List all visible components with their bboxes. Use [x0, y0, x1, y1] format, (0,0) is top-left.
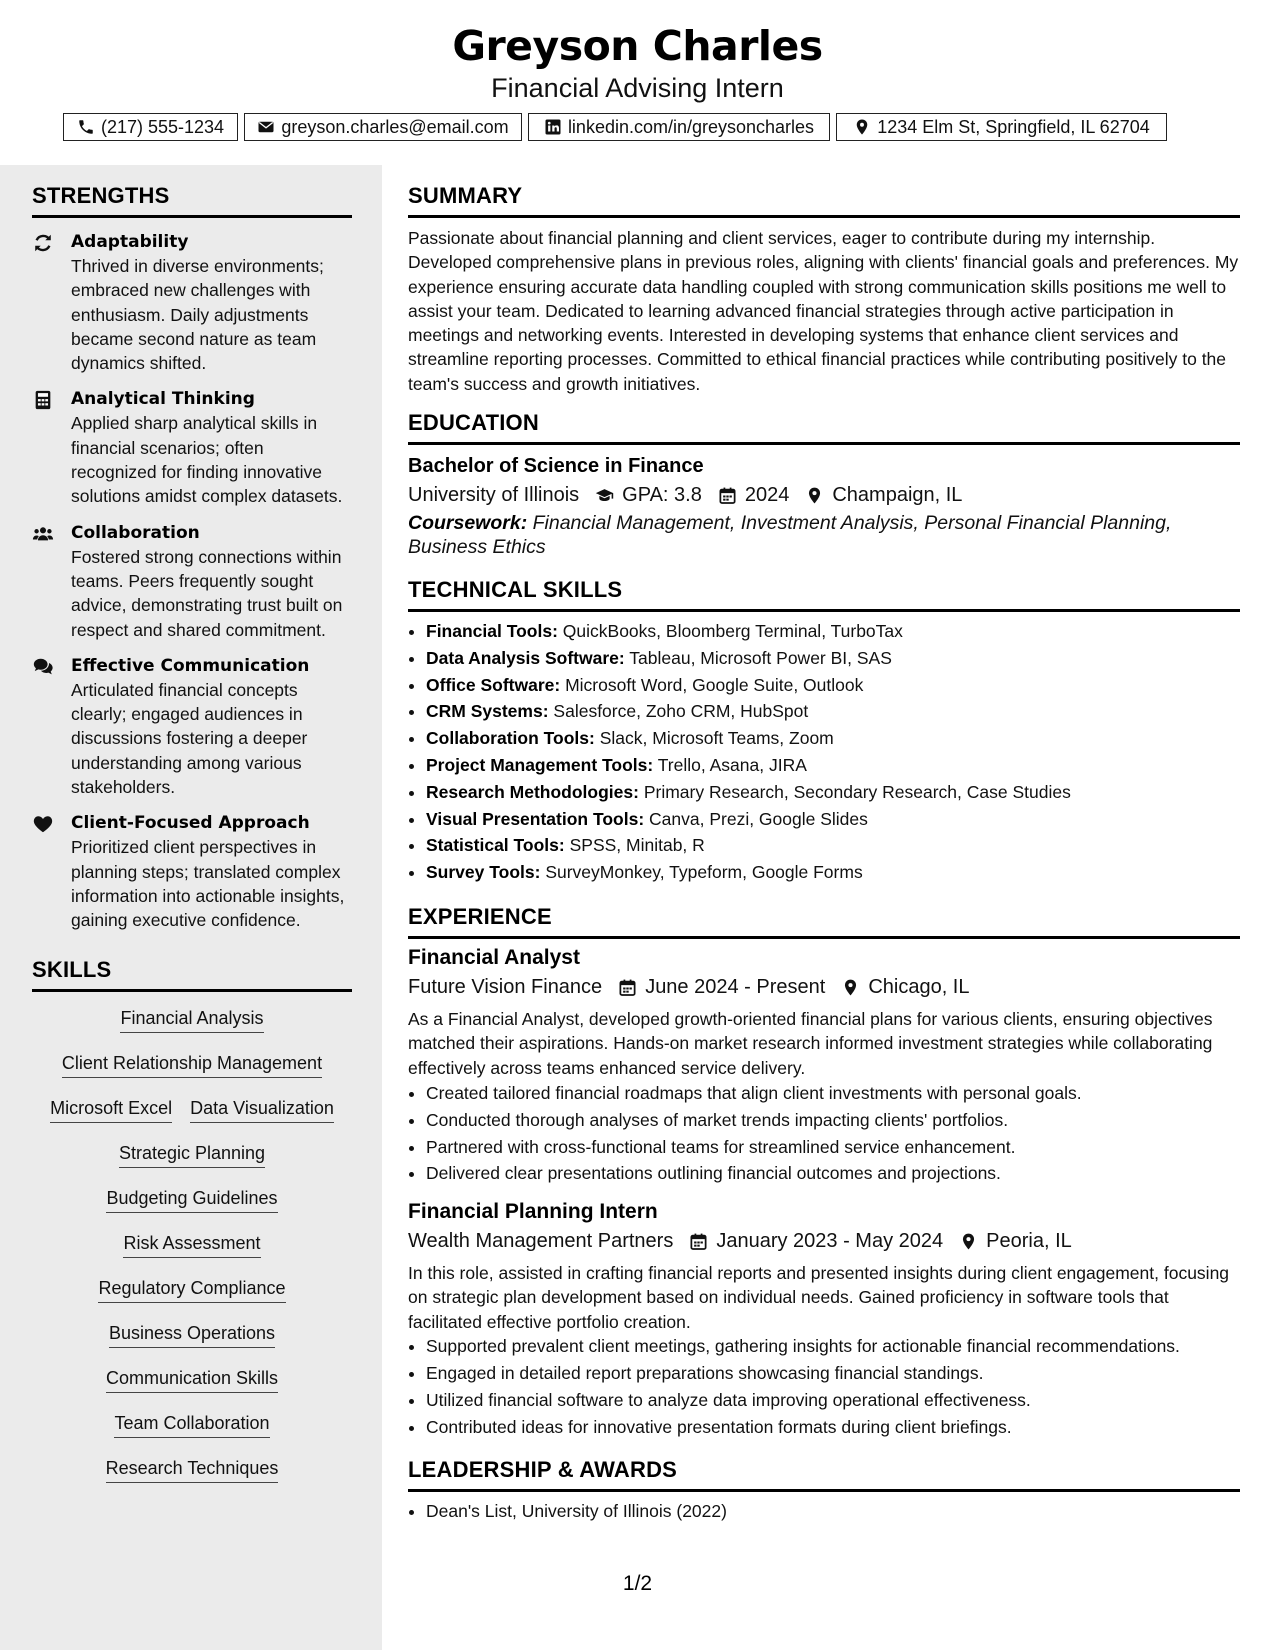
skill-row	[32, 1141, 352, 1186]
list-item: • Contributed ideas for innovative presentation formats during client briefings.	[426, 1414, 1240, 1441]
strength-title: Collaboration	[71, 522, 200, 543]
skill-row	[32, 1321, 352, 1366]
skill-label: CRM Systems:	[426, 701, 549, 722]
job-dates: June 2024 - Present	[645, 976, 826, 999]
contact-address	[836, 113, 1167, 141]
skill-value: Trello, Asana, JIRA	[657, 755, 807, 776]
graduation-cap-icon	[595, 486, 614, 505]
year-group	[718, 481, 790, 509]
skill-tag: Microsoft Excel	[50, 1096, 172, 1123]
phone-icon	[77, 118, 95, 136]
summary-heading: SUMMARY	[408, 183, 523, 208]
strength-client-focused-approach	[32, 811, 352, 932]
calendar-icon	[718, 486, 737, 505]
skill-value: Slack, Microsoft Teams, Zoom	[599, 728, 834, 749]
skill-label: Office Software:	[426, 674, 561, 695]
contact-email-text: greyson.charles@email.com	[281, 116, 509, 137]
skill-row	[32, 1231, 352, 1276]
list-item	[426, 752, 1240, 779]
skill-row	[32, 1096, 352, 1141]
skill-tag: Research Techniques	[106, 1456, 279, 1483]
list-item	[426, 645, 1240, 672]
experience-rule	[408, 936, 1240, 939]
calendar-icon	[618, 978, 637, 997]
education-meta	[408, 481, 1240, 509]
company-name: Wealth Management Partners	[408, 1230, 674, 1253]
job-location: Peoria, IL	[986, 1230, 1072, 1253]
degree-title: Bachelor of Science in Finance	[408, 455, 704, 478]
technical-skills-rule	[408, 609, 1240, 612]
list-item	[426, 672, 1240, 699]
list-item: • Delivered clear presentations outlining financial outcomes and projections.	[426, 1160, 1240, 1187]
strength-title: Adaptability	[71, 232, 189, 252]
heart-icon	[32, 813, 54, 835]
strength-adaptability	[32, 230, 352, 375]
dates-group	[689, 1227, 943, 1255]
job-dates: January 2023 - May 2024	[716, 1230, 944, 1253]
strength-effective-communication	[32, 654, 352, 799]
coursework-list: Financial Management, Investment Analysis, Personal Financial Planning, Business Ethics	[408, 512, 1172, 559]
graduation-year: 2024	[744, 484, 790, 507]
skills-heading: SKILLS	[32, 956, 112, 982]
candidate-role: Financial Advising Intern	[491, 73, 784, 103]
skill-tag: Risk Assessment	[123, 1231, 260, 1258]
job-title: Financial Planning Intern	[408, 1200, 658, 1224]
skills-list	[32, 1006, 352, 1501]
contact-address-text: 1234 Elm St, Springfield, IL 62704	[877, 116, 1150, 137]
skill-label: Visual Presentation Tools:	[426, 808, 645, 829]
calculator-icon	[32, 389, 54, 411]
sync-icon	[32, 232, 54, 254]
list-item	[426, 806, 1240, 833]
skill-row	[32, 1276, 352, 1321]
coursework	[408, 511, 1240, 559]
skill-tag: Data Visualization	[190, 1096, 334, 1123]
map-pin-icon	[841, 978, 860, 997]
skill-value: Primary Research, Secondary Research, Case Studies	[643, 781, 1071, 802]
education-rule	[408, 442, 1240, 445]
candidate-name: Greyson Charles	[452, 22, 823, 70]
skill-tag: Business Operations	[109, 1321, 275, 1348]
skill-label: Statistical Tools:	[426, 835, 565, 856]
skill-value: QuickBooks, Bloomberg Terminal, TurboTax	[562, 621, 903, 642]
gpa-group	[595, 481, 702, 509]
summary-rule	[408, 215, 1240, 218]
coursework-label: Coursework:	[408, 512, 528, 535]
contact-linkedin-text: linkedin.com/in/greysoncharles	[567, 116, 815, 137]
skill-tag: Budgeting Guidelines	[106, 1186, 277, 1213]
users-icon	[32, 523, 54, 545]
job-location: Chicago, IL	[868, 976, 970, 999]
envelope-icon	[257, 118, 275, 136]
skill-tag: Financial Analysis	[120, 1006, 263, 1033]
skills-rule	[32, 989, 352, 992]
skill-label: Research Methodologies:	[426, 781, 639, 802]
job-bullets	[408, 1334, 1240, 1441]
job-entry	[408, 1199, 1240, 1441]
company-name: Future Vision Finance	[408, 976, 603, 999]
skill-value: Salesforce, Zoho CRM, HubSpot	[553, 701, 809, 722]
skill-tag: Strategic Planning	[119, 1141, 265, 1168]
location-group	[959, 1227, 1072, 1255]
strength-desc: Fostered strong connections within teams. Peers frequently sought advice, demonstrating trust built on respect and shared commitment.	[71, 546, 343, 640]
school-location: Champaign, IL	[832, 484, 963, 507]
skill-label: Survey Tools:	[426, 862, 541, 883]
list-item: • Utilized financial software to analyze data improving operational effectiveness.	[426, 1387, 1240, 1414]
location-group	[841, 973, 969, 1001]
contact-bar	[63, 113, 1213, 145]
list-item	[426, 698, 1240, 725]
contact-email[interactable]	[244, 113, 522, 141]
skill-row	[32, 1186, 352, 1231]
map-pin-icon	[959, 1232, 978, 1251]
leadership-rule	[408, 1489, 1240, 1492]
strength-desc: Applied sharp analytical skills in financial scenarios; often recognized for finding innovative solutions amidst complex datasets.	[71, 413, 343, 507]
technical-skills-heading: TECHNICAL SKILLS	[408, 577, 623, 603]
skill-label: Data Analysis Software:	[426, 647, 625, 668]
list-item	[426, 725, 1240, 752]
skill-label: Collaboration Tools:	[426, 728, 595, 749]
leadership-heading: LEADERSHIP & AWARDS	[408, 1456, 678, 1482]
experience-heading: EXPERIENCE	[408, 904, 552, 930]
gpa-value: GPA: 3.8	[622, 484, 702, 507]
skill-row	[32, 1366, 352, 1411]
job-summary: In this role, assisted in crafting financial reports and presented insights during client engagement, focusing on strategic plan development based on individual needs. Gained proficiency in software tools that facilitated effective portfolio creation.	[408, 1263, 1230, 1332]
strength-collaboration	[32, 521, 352, 642]
skill-row	[32, 1006, 352, 1051]
calendar-icon	[689, 1232, 708, 1251]
skill-label: Financial Tools:	[426, 621, 558, 642]
list-item: • Engaged in detailed report preparations showcasing financial standings.	[426, 1360, 1240, 1387]
skill-row	[32, 1411, 352, 1456]
skill-value: Tableau, Microsoft Power BI, SAS	[629, 647, 892, 668]
map-pin-icon	[805, 486, 824, 505]
list-item: • Conducted thorough analyses of market trends impacting clients' portfolios.	[426, 1107, 1240, 1134]
list-item	[426, 779, 1240, 806]
main-content	[382, 165, 1275, 1650]
education-heading: EDUCATION	[408, 410, 539, 436]
technical-skills-list	[408, 618, 1240, 886]
skill-row	[32, 1456, 352, 1501]
school-name: University of Illinois	[408, 484, 580, 507]
list-item	[426, 859, 1240, 886]
skill-value: Microsoft Word, Google Suite, Outlook	[565, 674, 864, 695]
job-meta	[408, 1227, 1240, 1255]
strength-desc: Thrived in diverse environments; embraced new challenges with enthusiasm. Daily adjustments became second nature as team dynamics shifted.	[71, 256, 324, 374]
job-entry	[408, 945, 1240, 1187]
contact-phone[interactable]	[63, 113, 238, 141]
skill-tag: Team Collaboration	[114, 1411, 269, 1438]
list-item	[426, 832, 1240, 859]
skill-tag: Communication Skills	[106, 1366, 278, 1393]
leadership-list	[408, 1498, 1240, 1525]
skill-value: SPSS, Minitab, R	[569, 835, 705, 856]
strength-desc: Prioritized client perspectives in planning steps; translated complex information into actionable insights, gaining executive confidence.	[71, 837, 345, 931]
strengths-heading: STRENGTHS	[32, 183, 170, 208]
linkedin-icon	[544, 118, 562, 136]
skill-tag: Regulatory Compliance	[98, 1276, 285, 1303]
location-group	[805, 481, 962, 509]
sidebar	[0, 165, 382, 1650]
strength-title: Analytical Thinking	[71, 389, 255, 410]
contact-linkedin[interactable]	[528, 113, 830, 141]
contact-phone-text: (217) 555-1234	[100, 116, 225, 137]
dates-group	[618, 973, 825, 1001]
job-bullets	[408, 1080, 1240, 1187]
list-item: • Partnered with cross-functional teams for streamlined service enhancement.	[426, 1134, 1240, 1161]
list-item: • Dean's List, University of Illinois (2022)	[426, 1498, 1240, 1525]
summary-text: Passionate about financial planning and client services, eager to contribute during my internship. Developed comprehensive plans in previous roles, aligning with clients' financial goals and preferences. My experience ensuring accurate data handling coupled with strong communication skills positions me well to assist your team. Dedicated to learning advanced financial strategies through active participation in meetings and networking events. Interested in developing systems that enhance client services and streamline reporting processes. Committed to ethical financial practices while contributing positively to the team's success and growth initiatives.	[408, 228, 1239, 394]
strength-title: Effective Communication	[71, 655, 310, 676]
strength-analytical-thinking	[32, 387, 352, 508]
skill-label: Project Management Tools:	[426, 755, 654, 776]
strength-desc: Articulated financial concepts clearly; engaged audiences in discussions fostering a deeper understanding among various stakeholders.	[71, 679, 308, 798]
skill-tag: Client Relationship Management	[62, 1051, 322, 1078]
resume-header	[0, 0, 1275, 165]
job-meta	[408, 973, 1240, 1001]
strength-title: Client-Focused Approach	[71, 813, 310, 834]
strengths-rule	[32, 215, 352, 218]
job-title: Financial Analyst	[408, 946, 580, 970]
page-number: 1/2	[622, 1572, 653, 1595]
map-pin-icon	[853, 118, 871, 136]
list-item: • Created tailored financial roadmaps that align client investments with personal goals.	[426, 1080, 1240, 1107]
job-summary: As a Financial Analyst, developed growth-oriented financial plans for various clients, ensuring objectives matched their aspirations. Hands-on market research informed investment strategies while collaborating effectively across teams enhanced service delivery.	[408, 1009, 1213, 1078]
skill-row	[32, 1051, 352, 1096]
comments-icon	[32, 656, 54, 678]
skill-value: SurveyMonkey, Typeform, Google Forms	[545, 862, 863, 883]
list-item	[426, 618, 1240, 645]
list-item: • Supported prevalent client meetings, gathering insights for actionable financial recommendations.	[426, 1334, 1240, 1360]
skill-value: Canva, Prezi, Google Slides	[649, 808, 868, 829]
